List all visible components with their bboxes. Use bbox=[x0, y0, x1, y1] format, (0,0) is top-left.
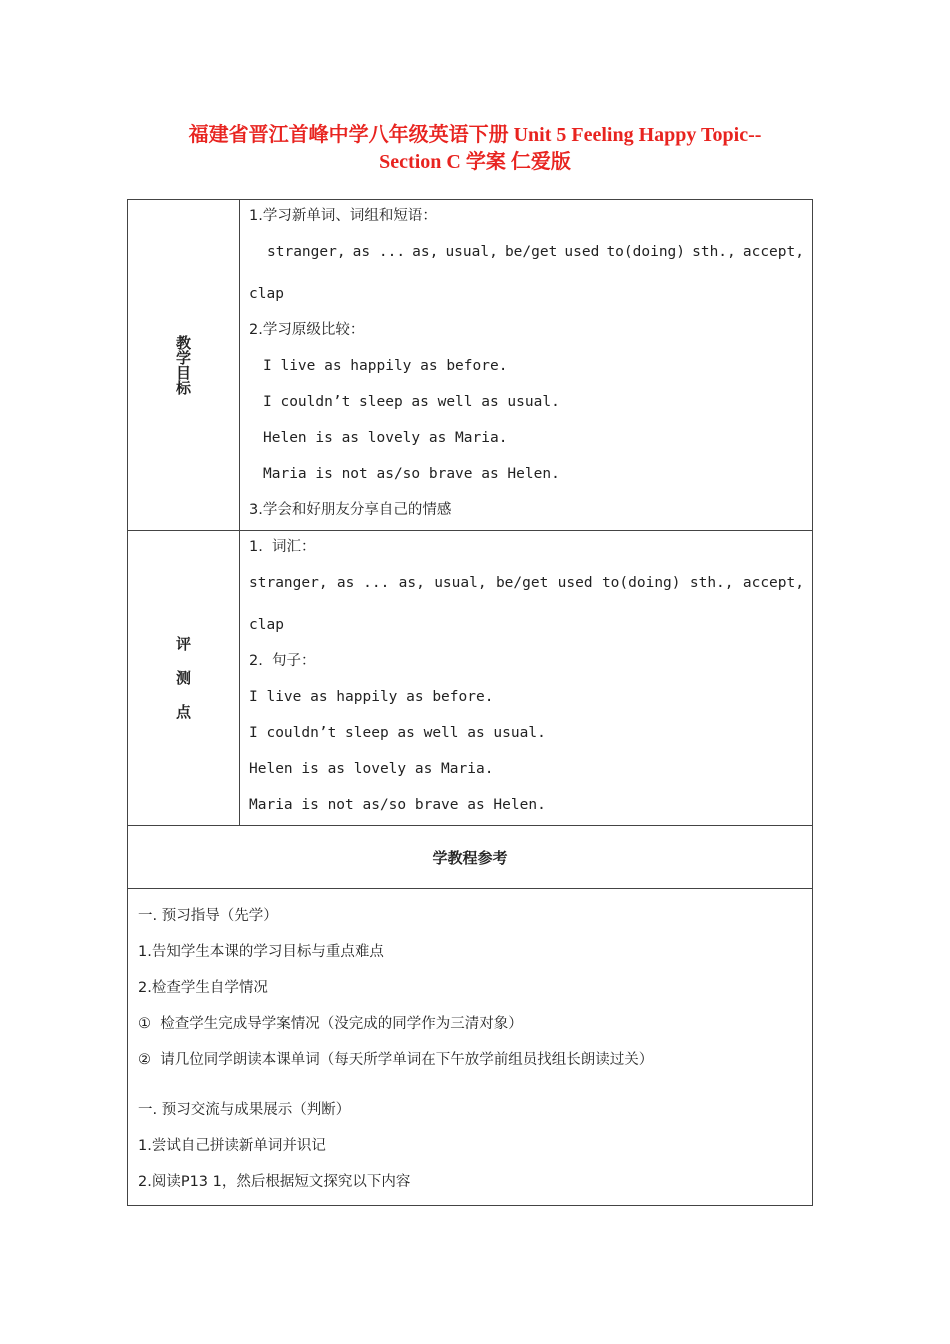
process-header: 学教程参考 bbox=[432, 848, 508, 867]
process-row bbox=[128, 889, 812, 1205]
assessment-label: 评 测 点 bbox=[128, 531, 240, 825]
title-line-2: Section C 学案 仁爱版 bbox=[379, 151, 571, 173]
process-step-3: 2.检查学生自学情况 bbox=[138, 980, 268, 996]
process-header-row bbox=[128, 826, 812, 889]
process-step-4: ① 检查学生完成导学案情况（没完成的同学作为三清对象） bbox=[138, 1016, 523, 1032]
assessment-line-1: 1. 词汇： bbox=[249, 539, 316, 555]
objectives-line-6: I couldn’t sleep as well as usual. bbox=[263, 394, 560, 410]
objectives-line-4: 2.学习原级比较： bbox=[249, 322, 365, 338]
objectives-line-7: Helen is as lovely as Maria. bbox=[263, 430, 508, 446]
assessment-line-7: Helen is as lovely as Maria. bbox=[249, 761, 494, 777]
objectives-line-9: 3.学会和好朋友分享自己的情感 bbox=[249, 502, 452, 518]
lesson-table bbox=[127, 199, 813, 1206]
assessment-line-5: I live as happily as before. bbox=[249, 689, 494, 705]
objectives-line-1: 1.学习新单词、词组和短语： bbox=[249, 208, 437, 224]
objectives-word-list: stranger, as ... as, usual, be/get used to(doing) sth., accept, bbox=[267, 244, 804, 260]
objectives-line-5: I live as happily as before. bbox=[263, 358, 508, 374]
process-content bbox=[128, 889, 812, 1205]
assessment-line-8: Maria is not as/so brave as Helen. bbox=[249, 797, 546, 813]
objectives-line-8: Maria is not as/so brave as Helen. bbox=[263, 466, 560, 482]
objectives-line-3: clap bbox=[249, 286, 284, 302]
document-title bbox=[120, 122, 830, 176]
objectives-content bbox=[240, 200, 812, 530]
process-step-7: 1.尝试自己拼读新单词并识记 bbox=[138, 1138, 326, 1154]
title-line-1: 福建省晋江首峰中学八年级英语下册 Unit 5 Feeling Happy Topic-- bbox=[188, 124, 762, 146]
assessment-word-list: stranger, as ... as, usual, be/get used to(doing) sth., accept, bbox=[249, 575, 804, 591]
assessment-line-3: clap bbox=[249, 617, 284, 633]
process-step-8: 2.阅读P13 1，然后根据短文探究以下内容 bbox=[138, 1174, 411, 1190]
objectives-row bbox=[128, 200, 812, 531]
assessment-content bbox=[240, 531, 812, 825]
assessment-line-4: 2. 句子： bbox=[249, 653, 316, 669]
objectives-label: 教学目标 bbox=[128, 200, 240, 530]
process-step-2: 1.告知学生本课的学习目标与重点难点 bbox=[138, 944, 384, 960]
process-step-5: ② 请几位同学朗读本课单词（每天所学单词在下午放学前组员找组长朗读过关） bbox=[138, 1052, 654, 1068]
process-step-1: 一. 预习指导（先学） bbox=[138, 908, 278, 924]
process-step-6: 一. 预习交流与成果展示（判断） bbox=[138, 1102, 351, 1118]
assessment-row bbox=[128, 531, 812, 826]
assessment-line-6: I couldn’t sleep as well as usual. bbox=[249, 725, 546, 741]
